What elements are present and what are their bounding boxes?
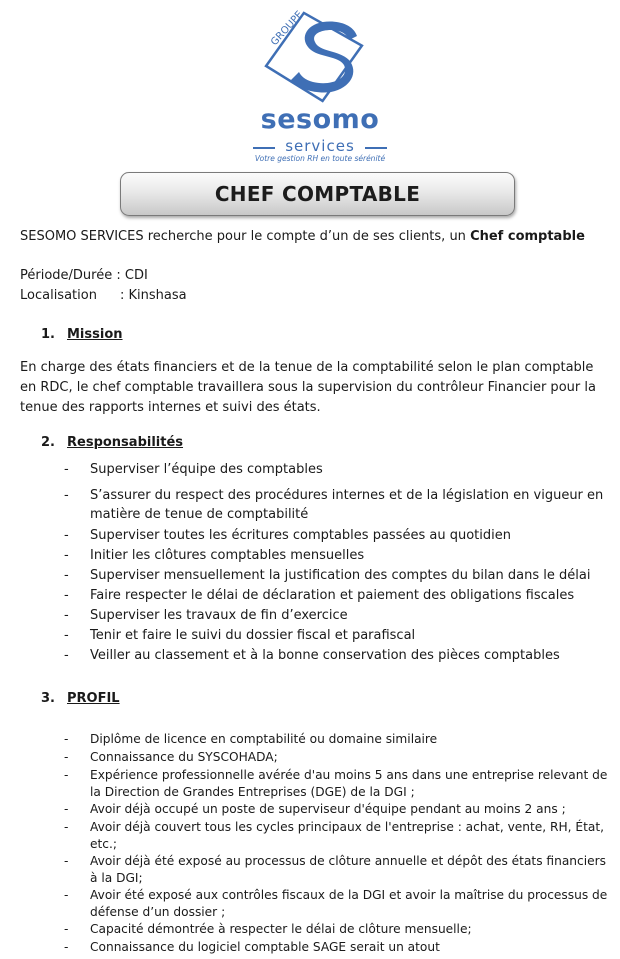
logo-sub-text: services [285,137,355,155]
location-value: : Kinshasa [120,288,187,303]
section-number: 1. [41,327,55,342]
logo-brand-name: sesomo [260,104,380,135]
section-heading-profil [41,691,120,706]
logo-tagline: Votre gestion RH en toute sérénité [254,154,386,163]
company-logo [245,6,395,163]
logo-sub [253,138,387,154]
intro-text: SESOMO SERVICES recherche pour le compte d’un de ses clients, un [20,229,471,244]
section-number: 2. [41,435,55,450]
intro-bold: Chef comptable [470,229,585,244]
section-label: PROFIL [67,691,120,706]
logo-emblem [245,6,395,106]
location-label: Localisation [20,288,97,303]
logo-group-text: GROUPE [269,9,306,49]
period-line: Période/Durée : CDI [20,268,148,283]
mission-text: En charge des états financiers et de la tenue de la comptabilité selon le plan comptable en RDC, le chef comptable travaillera sous la supervision du contrôleur Financier pour la tenue des rapports internes et suivi des états. [20,360,596,415]
job-title-banner [120,172,515,216]
section-heading-responsabilites [41,435,183,450]
section-label: Responsabilités [67,435,184,450]
logo-rule-right [365,147,387,149]
intro-line [20,229,585,244]
section-heading-mission [41,327,123,342]
section-label: Mission [67,327,123,342]
section-number: 3. [41,691,55,706]
job-title: CHEF COMPTABLE [214,182,421,206]
